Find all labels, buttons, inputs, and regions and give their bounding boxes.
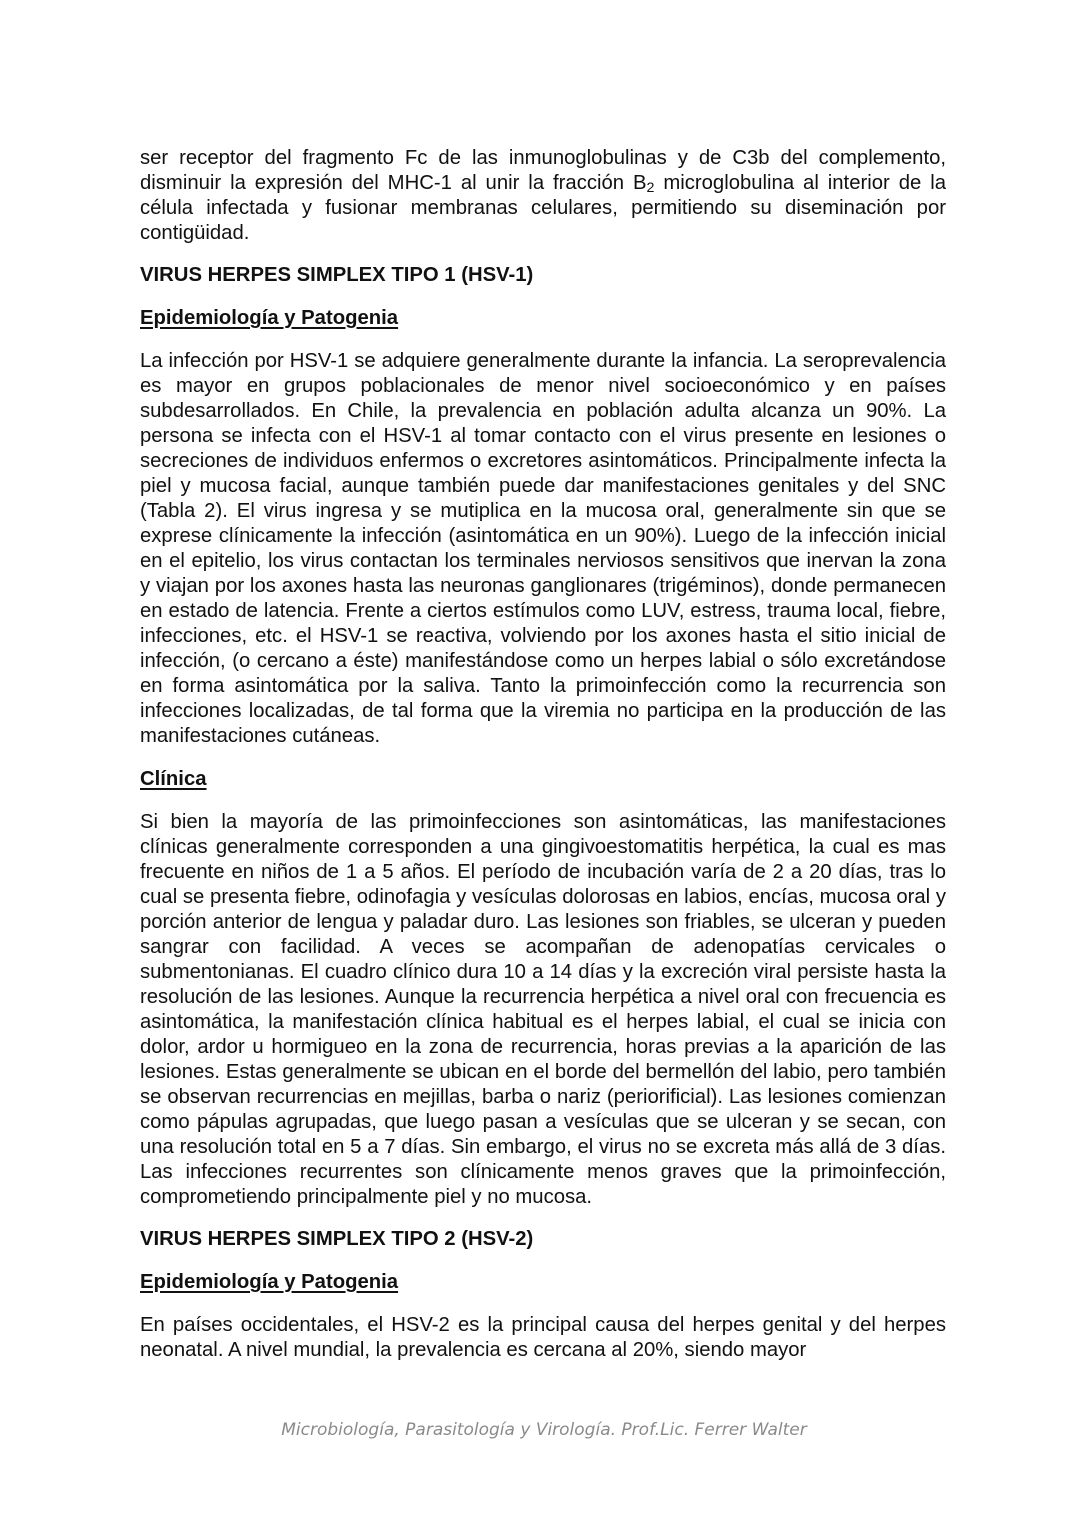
intro-text-part-1: ser receptor del fragmento Fc de las inmunoglobulinas y de C3b del complemento, disminuir la expresión del MHC-1 al unir la fracción B bbox=[140, 147, 946, 194]
hsv1-epidemiology-paragraph: La infección por HSV-1 se adquiere generalmente durante la infancia. La seroprevalencia es mayor en grupos poblacionales de menor nivel socioeconómico y en países subdesarrollados. En Chile, la prevalencia en población adulta alcanza un 90%. La persona se infecta con el HSV-1 al tomar contacto con el virus presente en lesiones o secreciones de individuos enfermos o excretores asintomáticos. Principalmente infecta la piel y mucosa facial, aunque también puede dar manifestaciones genitales y del SNC (Tabla 2). El virus ingresa y se mutiplica en la mucosa oral, generalmente sin que se exprese clínicamente la infección (asintomática en un 90%). Luego de la infección inicial en el epitelio, los virus contactan los terminales nerviosos sensitivos que inervan la zona y viajan por los axones hasta las neuronas ganglionares (trigéminos), donde permanecen en estado de latencia. Frente a ciertos estímulos como LUV, estress, trauma local, fiebre, infecciones, etc. el HSV-1 se reactiva, volviendo por los axones hasta el sitio inicial de infección, (o cercano a éste) manifestándose como un herpes labial o sólo excretándose en forma asintomática por la saliva. Tanto la primoinfección como la recurrencia son infecciones localizadas, de tal forma que la viremia no participa en la producción de las manifestaciones cutáneas. bbox=[140, 350, 946, 747]
hsv1-title: VIRUS HERPES SIMPLEX TIPO 1 (HSV-1) bbox=[140, 264, 534, 286]
hsv1-clinical-paragraph: Si bien la mayoría de las primoinfecciones son asintomáticas, las manifestaciones clínicas generalmente corresponden a una gingivoestomatitis herpética, la cual es mas frecuente en niños de 1 a 5 años. El período de incubación varía de 2 a 20 días, tras lo cual se presenta fiebre, odinofagia y vesículas dolorosas en labios, encías, mucosa oral y porción anterior de lengua y paladar duro. Las lesiones son friables, se ulceran y pueden sangrar con facilidad. A veces se acompañan de adenopatías cervicales o submentonianas. El cuadro clínico dura 10 a 14 días y la excreción viral persiste hasta la resolución de las lesiones. Aunque la recurrencia herpética a nivel oral con frecuencia es asintomática, la manifestación clínica habitual es el herpes labial, el cual se inicia con dolor, ardor u hormigueo en la zona de recurrencia, horas previas a la aparición de las lesiones. Estas generalmente se ubican en el borde del bermellón del labio, pero también se observan recurrencias en mejillas, barba o nariz (periorificial). Las lesiones comienzan como pápulas agrupadas, que luego pasan a vesículas que se ulceran y se secan, con una resolución total en 5 a 7 días. Sin embargo, el virus no se excreta más allá de 3 días. Las infecciones recurrentes son clínicamente menos graves que la primoinfección, comprometiendo principalmente piel y no mucosa. bbox=[140, 811, 946, 1208]
hsv2-epidemiology-heading: Epidemiología y Patogenia bbox=[140, 1271, 399, 1293]
hsv2-epidemiology-paragraph: En países occidentales, el HSV-2 es la principal causa del herpes genital y del herpes neonatal. A nivel mundial, la prevalencia es cercana al 20%, siendo mayor bbox=[140, 1314, 946, 1361]
hsv1-epidemiology-heading: Epidemiología y Patogenia bbox=[140, 307, 399, 329]
subscript-2: 2 bbox=[646, 180, 655, 196]
hsv2-title: VIRUS HERPES SIMPLEX TIPO 2 (HSV-2) bbox=[140, 1228, 534, 1250]
intro-paragraph bbox=[140, 146, 946, 246]
intro-text-part-2: microglobulina al interior de la célula infectada y fusionar membranas celulares, permitiendo su diseminación por contigüidad. bbox=[140, 172, 946, 244]
document-body bbox=[140, 146, 946, 1363]
hsv1-clinical-heading: Clínica bbox=[140, 768, 207, 790]
page-footer: Microbiología, Parasitología y Virología. Prof.Lic. Ferrer Walter bbox=[281, 1420, 807, 1440]
